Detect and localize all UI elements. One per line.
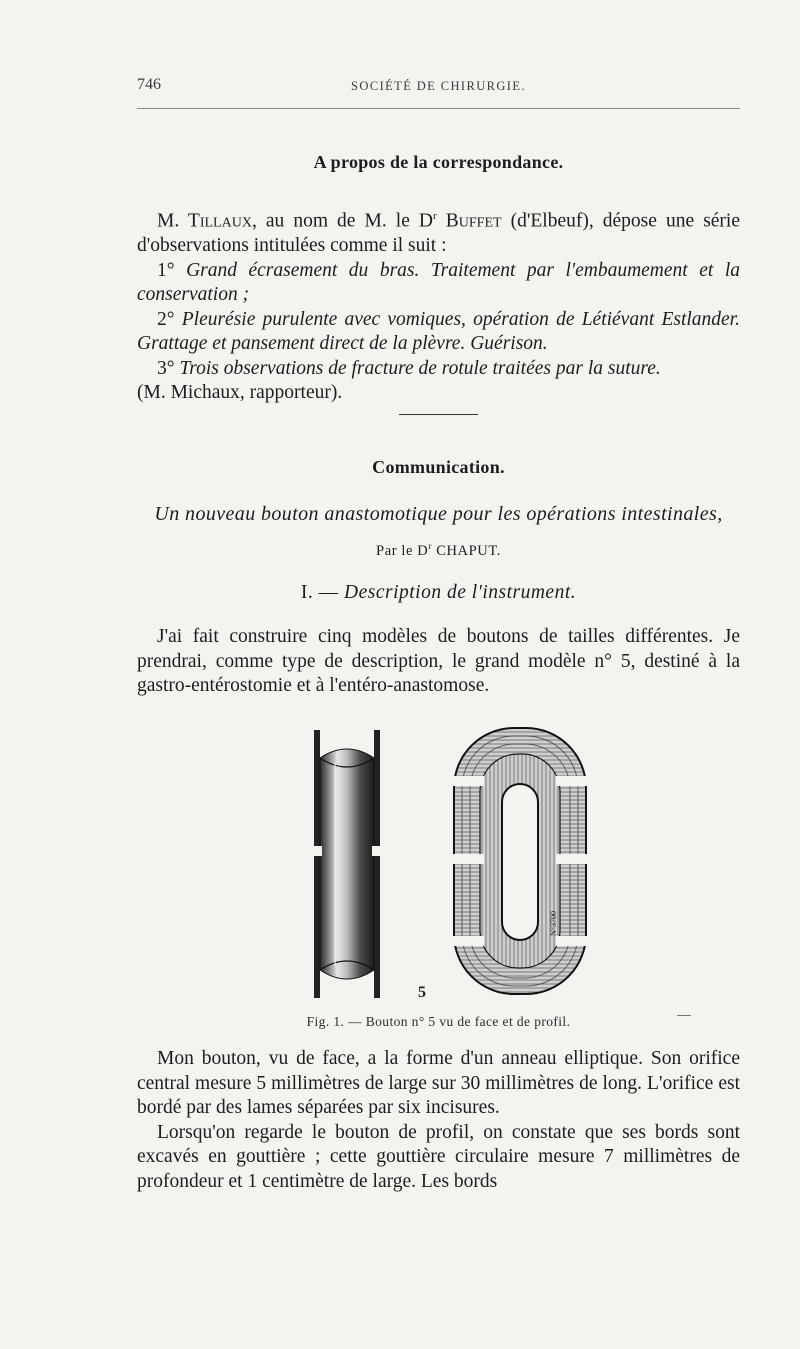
face-central-orifice <box>502 784 538 940</box>
face-view <box>450 728 590 994</box>
profile-view <box>312 730 382 998</box>
running-head <box>137 76 740 100</box>
observation-item-1: 1° Grand écrasement du bras. Traitement par l'embaumement et la conservation ; <box>137 259 740 305</box>
figure-number: 5 <box>418 984 426 1001</box>
incisure <box>556 854 590 864</box>
rapporteur-note: (M. Michaux, rapporteur). <box>137 382 343 403</box>
maker-stamp: N°3700 <box>549 911 558 936</box>
page-number: 746 <box>137 76 161 93</box>
section-title-communication: Communication. <box>372 457 505 477</box>
description-paragraph: J'ai fait construire cinq modèles de boutons de tailles différentes. Je prendrai, comme type de description, le grand modèle n° 5, destiné à la gastro-entérostomie et à l'entéro-anastomose. <box>137 626 740 696</box>
part-heading: I. — Description de l'instrument. <box>300 582 577 603</box>
section-divider <box>399 414 478 415</box>
observation-item-2: 2° Pleurésie purulente avec vomiques, opération de Létiévant Estlander. Grattage et pansement direct de la plèvre. Guérison. <box>137 308 740 354</box>
profile-body <box>320 749 374 979</box>
continuation-text <box>137 1047 740 1194</box>
incisure <box>556 776 590 786</box>
correspondence-body <box>137 204 740 406</box>
profile-notch-right <box>372 846 382 856</box>
profile-notch-left <box>312 846 322 856</box>
profile-right-flange <box>374 730 380 998</box>
paragraph-face-view: Mon bouton, vu de face, a la forme d'un anneau elliptique. Son orifice central mesure 5 millimètres de large sur 30 millimètres de long. L'orifice est bordé par des lames séparées par six incisures. <box>137 1048 740 1118</box>
figure-caption: Fig. 1. — Bouton n° 5 vu de face et de profil. <box>306 1014 571 1029</box>
margin-mark <box>677 1015 691 1016</box>
byline: Par le $D^r$ CHAPUT. <box>376 541 501 559</box>
incisure <box>450 776 484 786</box>
author-name: M. Tillaux <box>157 210 252 232</box>
correspondence-intro: M. Tillaux, au nom de M. le $D^r$ Buffet (d'Elbeuf), dépose une série d'observations intitulées comme il suit : <box>137 210 740 256</box>
figure-button-illustration <box>300 718 600 1008</box>
incisure <box>450 854 484 864</box>
incisure <box>450 936 484 946</box>
paragraph-profile-view: Lorsqu'on regarde le bouton de profil, on constate que ses bords sont excavés en gouttière ; cette gouttière circulaire mesure 7 millimètres de profondeur et 1 centimètre de large. Les bords <box>137 1121 740 1192</box>
observation-item-3: 3° Trois observations de fracture de rotule traitées par la suture. <box>157 357 661 379</box>
incisure <box>556 936 590 946</box>
section-title-correspondence: A propos de la correspondance. <box>313 152 564 172</box>
profile-left-flange <box>314 730 320 998</box>
article-title: Un nouveau bouton anastomotique pour les opérations intestinales, <box>154 503 723 525</box>
header-rule <box>137 108 740 109</box>
journal-title: SOCIÉTÉ DE CHIRURGIE. <box>351 79 526 93</box>
doctor-name: Buffet <box>445 210 502 232</box>
